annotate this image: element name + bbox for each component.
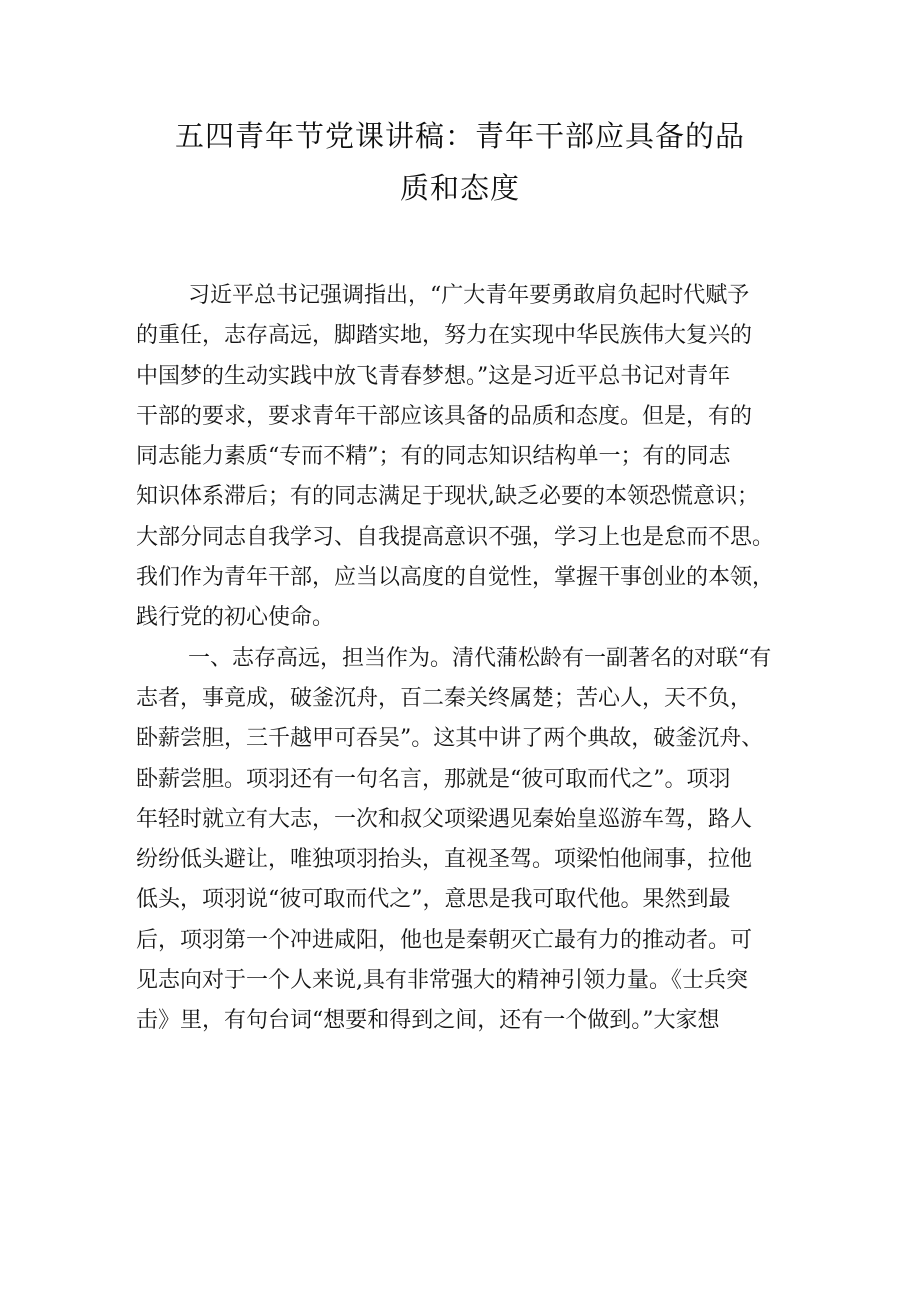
paragraph-line: 干部的要求，要求青年干部应该具备的品质和态度。但是，有的 xyxy=(136,403,753,429)
paragraph-line: 见志向对于一个人来说,具有非常强大的精神引领力量。《士兵突 xyxy=(136,968,748,994)
paragraph-1 xyxy=(136,276,796,639)
paragraph-line: 大部分同志自我学习、自我提高意识不强，学习上也是怠而不思。 xyxy=(136,524,775,550)
paragraph-line: 卧薪尝胆，三千越甲可吞吴”。这其中讲了两个典故，破釜沉舟、 xyxy=(136,726,764,752)
paragraph-line: 后，项羽第一个冲进咸阳，他也是秦朝灭亡最有力的推动者。可 xyxy=(136,927,753,953)
paragraph-line: 习近平总书记强调指出，“广大青年要勇敢肩负起时代赋予 xyxy=(188,283,750,308)
paragraph-line: 知识体系滞后；有的同志满足于现状,缺乏必要的本领恐慌意识； xyxy=(136,484,759,510)
paragraph-line: 志者，事竟成，破釜沉舟，百二秦关终属楚；苦心人，天不负， xyxy=(136,685,753,711)
paragraph-line: 我们作为青年干部，应当以高度的自觉性，掌握干事创业的本领， xyxy=(136,565,775,591)
title-line-2: 质和态度 xyxy=(399,171,520,205)
paragraph-line: 中国梦的生动实践中放飞青春梦想。”这是习近平总书记对青年 xyxy=(136,363,731,389)
paragraph-line: 击》里，有句台词“想要和得到之间，还有一个做到。”大家想 xyxy=(136,1008,720,1034)
paragraph-line: 年轻时就立有大志，一次和叔父项梁遇见秦始皇巡游车驾，路人 xyxy=(136,806,753,832)
paragraph-line: 低头，项羽说“彼可取而代之”，意思是我可取代他。果然到最 xyxy=(136,887,731,913)
paragraph-2 xyxy=(136,639,796,1042)
paragraph-line: 纷纷低头避让，唯独项羽抬头，直视圣驾。项梁怕他闹事，拉他 xyxy=(136,847,753,873)
paragraph-line: 卧薪尝胆。项羽还有一句名言，那就是“彼可取而代之”。项羽 xyxy=(136,766,731,792)
document-body xyxy=(136,276,796,1042)
paragraph-line: 的重任，志存高远，脚踏实地，努力在实现中华民族伟大复兴的 xyxy=(136,323,753,349)
paragraph-line: 同志能力素质“专而不精”；有的同志知识结构单一；有的同志 xyxy=(136,444,731,470)
paragraph-line: 践行党的初心使命。 xyxy=(136,605,335,631)
document-title xyxy=(150,110,770,214)
paragraph-line: 一、志存高远，担当作为。清代蒲松龄有一副著名的对联“有 xyxy=(188,645,772,671)
title-line-1: 五四青年节党课讲稿：青年干部应具备的品 xyxy=(174,119,745,153)
